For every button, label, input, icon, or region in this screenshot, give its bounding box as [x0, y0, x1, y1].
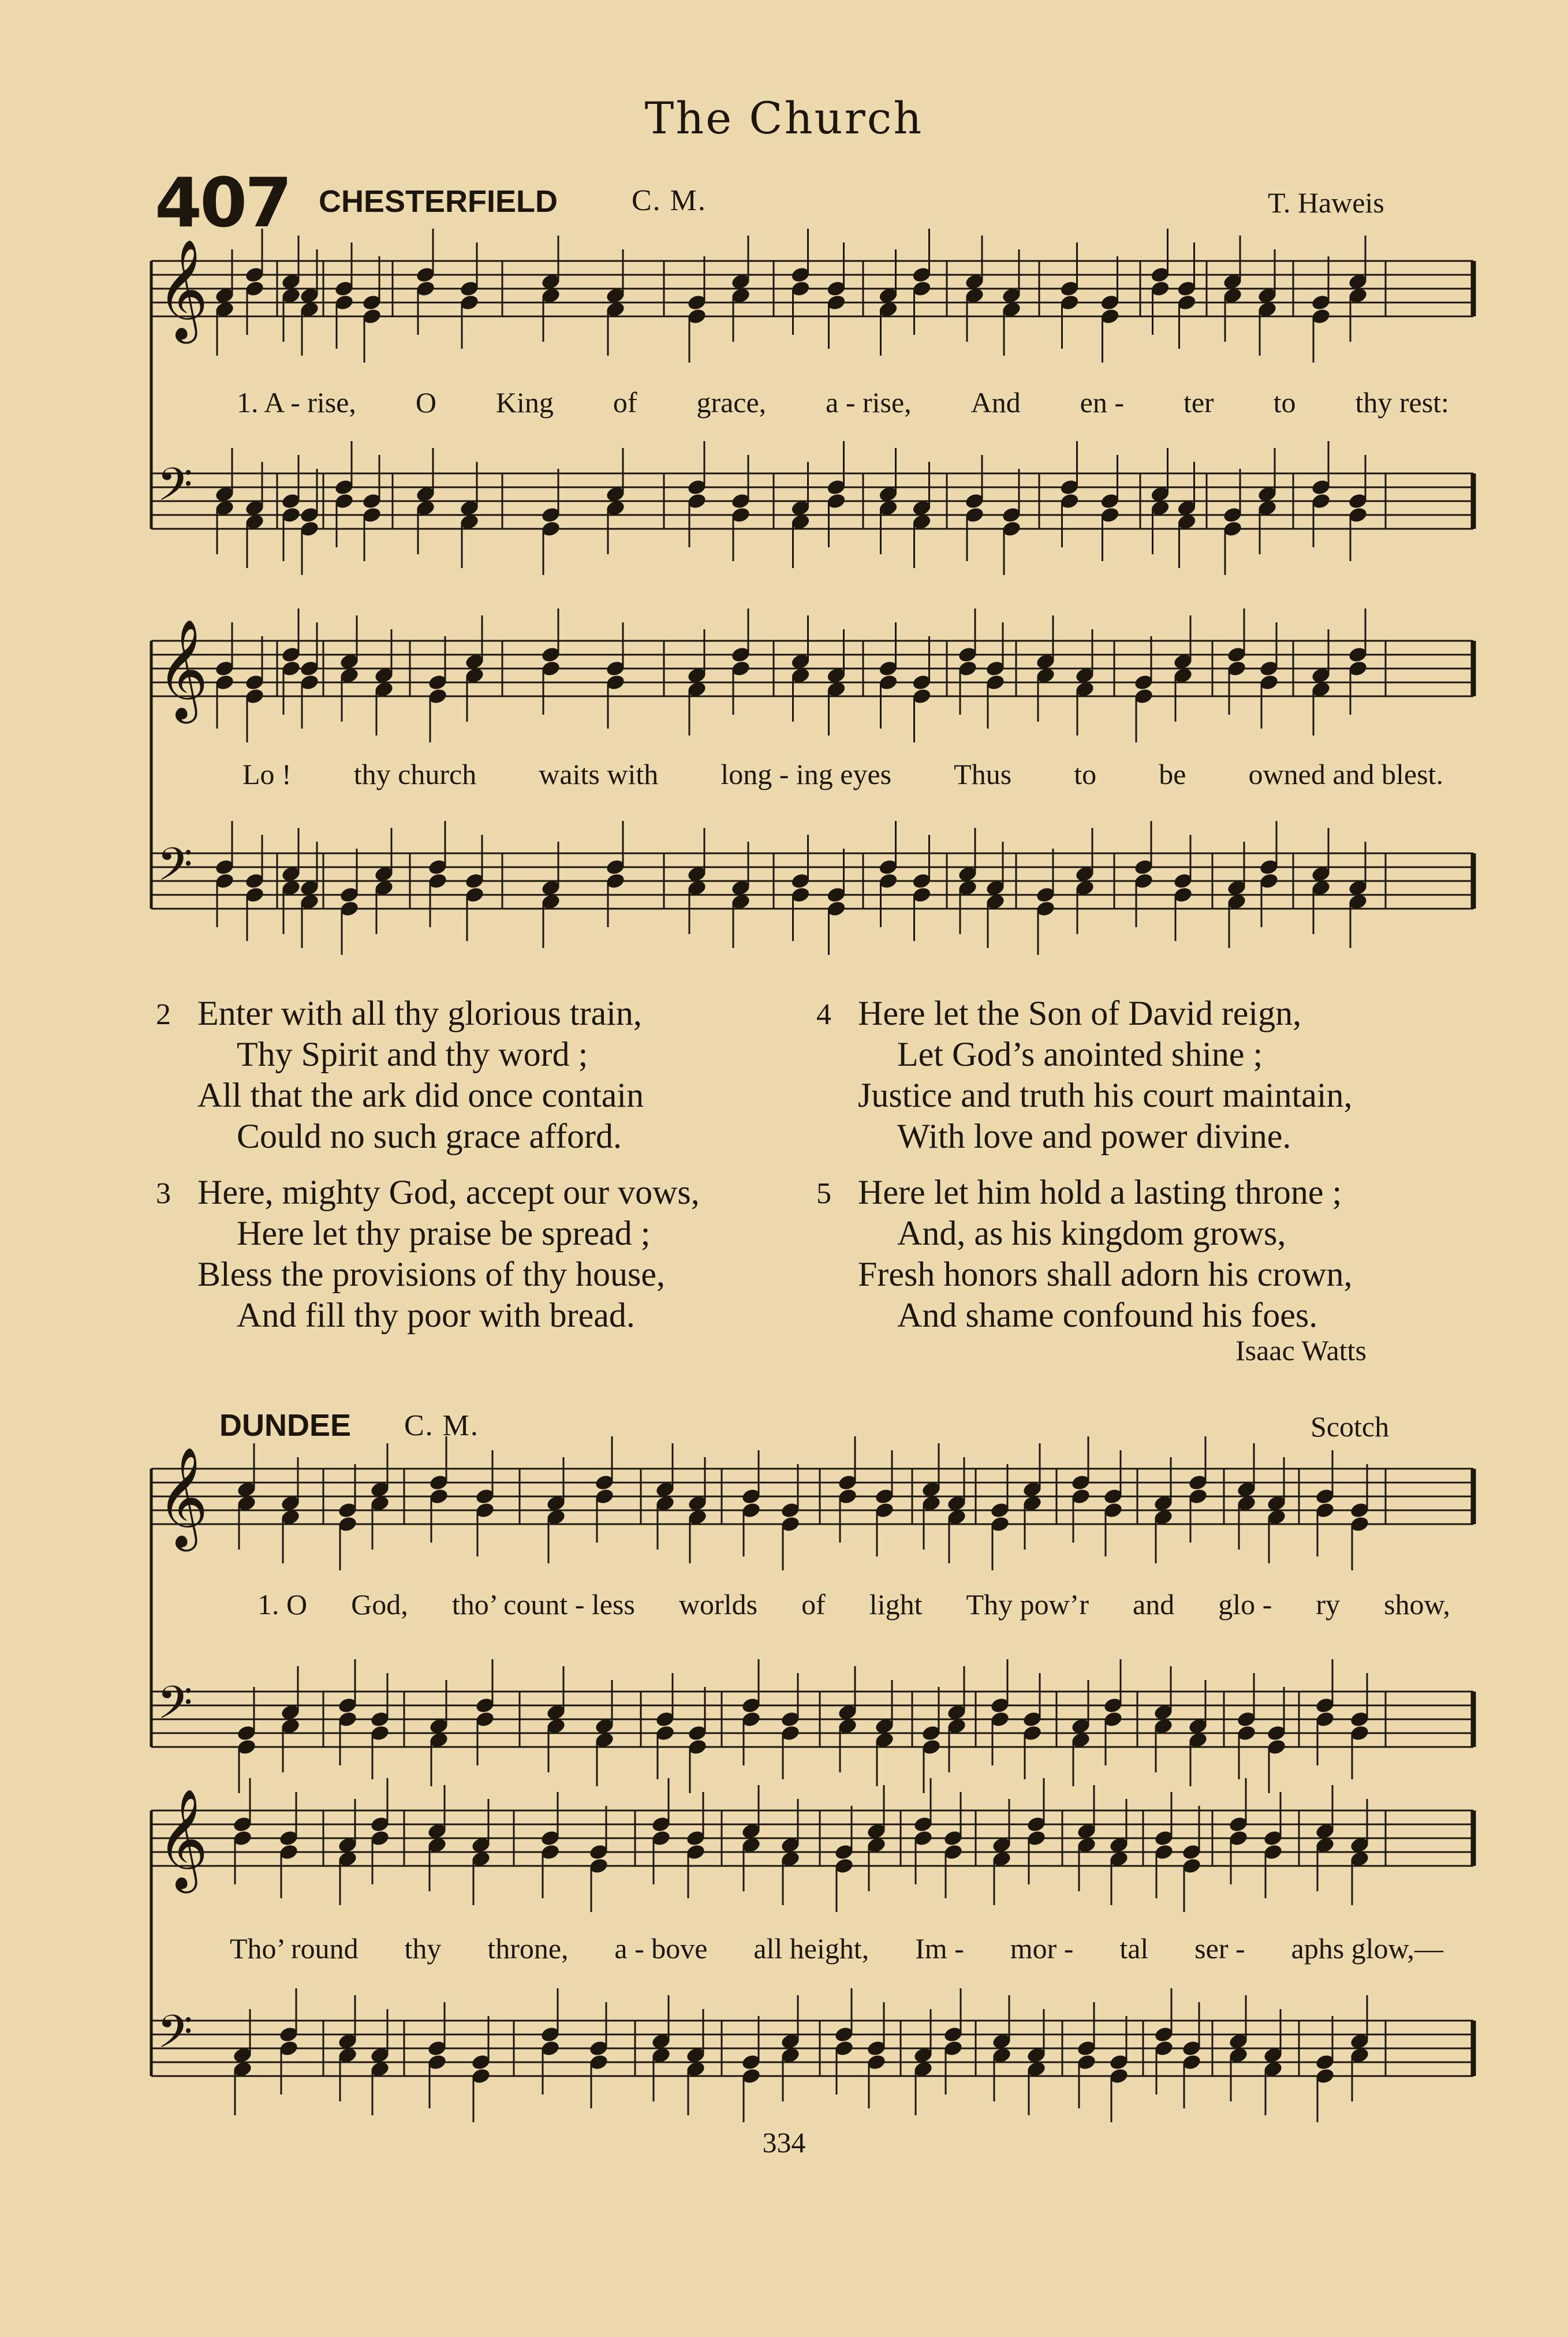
underlay-line-4: [230, 1932, 1443, 1965]
syllable: show,: [1384, 1588, 1450, 1621]
svg-text:𝄞: 𝄞: [157, 619, 208, 719]
hymn-number: 407: [155, 163, 290, 242]
meter-2: C. M.: [404, 1409, 479, 1442]
syllable: tal: [1119, 1932, 1149, 1965]
syllable: Lo !: [242, 758, 292, 790]
svg-text:𝄢: 𝄢: [157, 1676, 193, 1741]
syllable: of: [613, 386, 637, 419]
syllable: be: [1159, 758, 1186, 790]
stanza-line: Bless the provisions of thy house,: [197, 1255, 665, 1293]
syllable: 1. O: [257, 1588, 308, 1621]
syllable: Thy pow’r: [966, 1588, 1089, 1621]
stanza-line: All that the ark did once contain: [197, 1076, 644, 1114]
syllable: en -: [1080, 386, 1124, 419]
stanza-line: Fresh honors shall adorn his crown,: [858, 1255, 1353, 1293]
page-number: 334: [762, 2126, 806, 2159]
stanza-line: And shame confound his foes.: [897, 1296, 1318, 1334]
syllable: long - ing eyes: [720, 758, 892, 790]
stanza-5: [816, 1172, 1353, 1336]
origin-credit: Scotch: [1311, 1410, 1390, 1443]
section-title: The Church: [644, 92, 924, 144]
underlay-line-2: [242, 757, 1443, 791]
tune-name: CHESTERFIELD: [319, 184, 558, 219]
stanza-line: Thy Spirit and thy word ;: [237, 1035, 588, 1073]
stanza-number: 4: [816, 998, 831, 1031]
composer-credit: T. Haweis: [1268, 186, 1384, 219]
stanza-line: Here let him hold a lasting throne ;: [858, 1173, 1342, 1211]
svg-text:𝄢: 𝄢: [157, 2005, 193, 2070]
syllable: glo -: [1218, 1588, 1272, 1621]
syllable: a - bove: [614, 1932, 708, 1965]
stanza-line: With love and power divine.: [897, 1117, 1291, 1155]
stanza-line: Here let thy praise be spread ;: [237, 1214, 651, 1252]
syllable: tho’ count - less: [451, 1588, 635, 1621]
syllable: God,: [351, 1588, 408, 1621]
svg-text:𝄞: 𝄞: [157, 1447, 208, 1547]
syllable: O: [415, 386, 436, 419]
svg-text:𝄞: 𝄞: [157, 239, 208, 339]
stanza-4: [816, 993, 1353, 1157]
stanza-line: And fill thy poor with bread.: [237, 1296, 635, 1334]
syllable: mor -: [1010, 1932, 1074, 1965]
stanza-number: 2: [156, 998, 171, 1031]
syllable: throne,: [487, 1932, 569, 1965]
syllable: ry: [1316, 1588, 1341, 1621]
underlay-line-3: [257, 1588, 1450, 1621]
syllable: ter: [1183, 386, 1214, 419]
syllable: of: [801, 1588, 826, 1621]
syllable: ser -: [1194, 1932, 1245, 1965]
stanza-line: Here let the Son of David reign,: [858, 994, 1302, 1032]
author-credit: Isaac Watts: [1235, 1334, 1367, 1367]
syllable: worlds: [678, 1588, 758, 1621]
stanza-line: Here, mighty God, accept our vows,: [197, 1173, 700, 1211]
syllable: aphs glow,—: [1291, 1932, 1443, 1965]
syllable: all height,: [753, 1932, 869, 1965]
meter: C. M.: [632, 184, 707, 217]
syllable: to: [1074, 758, 1097, 790]
syllable: And: [970, 386, 1021, 419]
syllable: waits with: [539, 758, 659, 790]
stanza-number: 3: [156, 1177, 171, 1210]
tune-name-2: DUNDEE: [219, 1408, 352, 1443]
underlay-line-1: [237, 386, 1449, 419]
svg-text:𝄞: 𝄞: [157, 1789, 208, 1889]
syllable: light: [869, 1588, 923, 1621]
syllable: 1. A - rise,: [237, 386, 356, 419]
syllable: a - rise,: [826, 386, 912, 419]
stanza-line: And, as his kingdom grows,: [897, 1214, 1286, 1252]
svg-text:𝄢: 𝄢: [157, 838, 193, 902]
stanza-2: [156, 993, 644, 1157]
syllable: owned and blest.: [1248, 758, 1443, 790]
syllable: and: [1133, 1588, 1175, 1621]
syllable: King: [495, 386, 554, 419]
syllable: to: [1273, 386, 1296, 419]
syllable: grace,: [696, 386, 767, 419]
stanza-line: Justice and truth his court maintain,: [858, 1076, 1353, 1114]
svg-text:𝄢: 𝄢: [157, 458, 193, 522]
syllable: Thus: [954, 758, 1012, 790]
stanza-line: Could no such grace afford.: [237, 1117, 622, 1155]
syllable: thy: [404, 1932, 442, 1965]
syllable: Im -: [915, 1932, 964, 1965]
stanza-3: [156, 1172, 700, 1336]
stanza-line: Let God’s anointed shine ;: [897, 1035, 1263, 1073]
syllable: thy rest:: [1355, 386, 1449, 419]
syllable: Tho’ round: [230, 1932, 359, 1965]
stanza-number: 5: [816, 1177, 831, 1210]
stanza-line: Enter with all thy glorious train,: [197, 994, 642, 1032]
syllable: thy church: [353, 758, 477, 790]
